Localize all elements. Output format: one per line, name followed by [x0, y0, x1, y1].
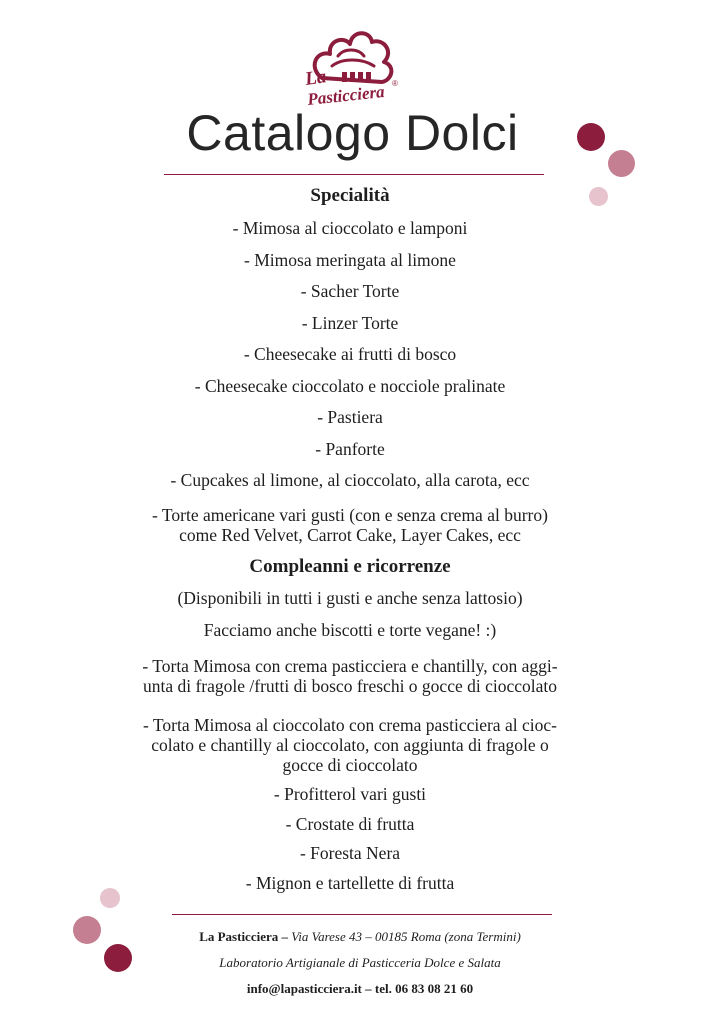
list-item-line: come Red Velvet, Carrot Cake, Layer Cakes, ecc [179, 525, 521, 545]
logo-text-la: La [303, 66, 328, 90]
list-item: - Mignon e tartellette di frutta [245, 872, 455, 893]
contact-info: info@lapasticciera.it – tel. 06 83 08 21 60 [246, 981, 474, 996]
list-item-line: - Torte americane vari gusti (con e senza crema al burro) [152, 505, 548, 525]
decorative-dot-dark [577, 123, 605, 151]
decorative-dot-mid [73, 916, 101, 944]
logo-text-pasticciera: Pasticciera [306, 81, 386, 109]
catalog-content [90, 184, 610, 893]
la-pasticciera-logo [300, 20, 404, 112]
section-heading-compleanni: Compleanni e ricorrenze [249, 556, 451, 577]
title-divider [164, 174, 544, 175]
list-item: - Mimosa al cioccolato e lamponi [232, 218, 468, 238]
business-tagline: Laboratorio Artigianale di Pasticceria Dolce e Salata [219, 955, 501, 970]
decorative-dot-mid [608, 150, 635, 177]
list-item: - Pastiera [317, 407, 383, 427]
list-item: - Linzer Torte [301, 312, 399, 333]
list-item: - Foresta Nera [299, 843, 401, 863]
list-item: - Mimosa meringata al limone [244, 249, 456, 270]
list-item: - Cheesecake ai frutti di bosco [243, 344, 457, 364]
business-address: Via Varese 43 – 00185 Roma (zona Termini) [291, 929, 521, 944]
list-item: - Sacher Torte [300, 281, 400, 301]
decorative-dot-dark [104, 944, 132, 972]
list-item-line: - Torta Mimosa con crema pasticciera e chantilly, con aggi- [142, 655, 558, 676]
section-note: Facciamo anche biscotti e torte vegane! :) [203, 619, 497, 640]
list-item: - Cheesecake cioccolato e nocciole pralinate [194, 375, 506, 396]
list-item-line: unta di fragole /frutti di bosco freschi o gocce di cioccolato [142, 675, 558, 696]
list-item: - Profitterol vari gusti [273, 784, 427, 804]
section-heading-specialita: Specialità [310, 185, 390, 206]
list-item: - Panforte [315, 438, 385, 459]
list-item-line: gocce di cioccolato [282, 754, 418, 775]
section-note: (Disponibili in tutti i gusti e anche senza lattosio) [177, 588, 523, 608]
list-item-line: colato e chantilly al cioccolato, con aggiunta di fragole o [151, 734, 549, 755]
list-item: - Crostate di frutta [285, 813, 415, 834]
list-item-line: - Torta Mimosa al cioccolato con crema pasticciera al cioc- [143, 714, 557, 735]
footer-divider [172, 914, 552, 915]
list-item: - Cupcakes al limone, al cioccolato, alla carota, ecc [170, 470, 530, 490]
footer [150, 928, 570, 997]
page-title: Catalogo Dolci [186, 105, 519, 161]
business-name: La Pasticciera – [199, 929, 288, 944]
logo-registered-mark: ® [392, 79, 398, 88]
